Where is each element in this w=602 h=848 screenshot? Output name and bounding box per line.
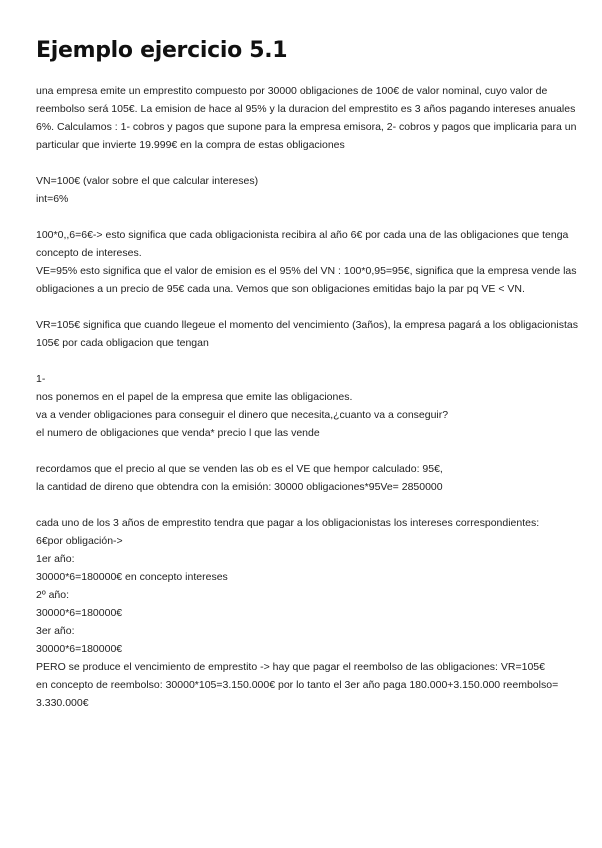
text-line: en concepto de reembolso: 30000*105=3.150.000€ por lo tanto el 3er año paga 180.000+3.150.000 reembolso=	[36, 679, 559, 691]
page-title: Ejemplo ejercicio 5.1	[36, 38, 288, 63]
text-line: 2º año:	[36, 589, 70, 601]
text-line: 1-	[36, 373, 46, 385]
text-line: el numero de obligaciones que venda* precio l que las vende	[36, 427, 320, 439]
text-line: particular que invierte 19.999€ en la compra de estas obligaciones	[36, 139, 345, 151]
text-line: 100*0,,6=6€-> esto significa que cada obligacionista recibira al año 6€ por cada una de las obligaciones que tenga	[36, 229, 569, 241]
text-line: nos ponemos en el papel de la empresa que emite las obligaciones.	[36, 391, 353, 403]
text-line: obligaciones a un precio de 95€ cada una. Vemos que son obligaciones emitidas bajo la par pq VE < VN.	[36, 283, 525, 295]
blank-line	[36, 496, 602, 514]
text-line: cada uno de los 3 años de emprestito tendra que pagar a los obligacionistas los intereses correspondientes:	[36, 517, 540, 529]
document-body	[36, 82, 602, 712]
blank-line	[36, 442, 602, 460]
document-page	[36, 36, 602, 712]
text-line: VE=95% esto significa que el valor de emision es el 95% del VN : 100*0,95=95€, significa que la empresa vende las	[36, 265, 577, 277]
text-line: 6%. Calculamos : 1- cobros y pagos que supone para la empresa emisora, 2- cobros y pagos que implicaria para un	[36, 121, 577, 133]
blank-line	[36, 208, 602, 226]
blank-line	[36, 154, 602, 172]
text-line: 105€ por cada obligacion que tengan	[36, 337, 209, 349]
text-line: reembolso será 105€. La emision de hace al 95% y la duracion del emprestito es 3 años pagando intereses anuales	[36, 103, 576, 115]
text-line: una empresa emite un emprestito compuesto por 30000 obligaciones de 100€ de valor nominal, cuyo valor de	[36, 85, 548, 97]
text-line: va a vender obligaciones para conseguir el dinero que necesita,¿cuanto va a conseguir?	[36, 409, 449, 421]
text-line: int=6%	[36, 193, 69, 205]
text-line: 30000*6=180000€	[36, 607, 123, 619]
text-line: VN=100€ (valor sobre el que calcular intereses)	[36, 175, 259, 187]
text-line: PERO se produce el vencimiento de emprestito -> hay que pagar el reembolso de las obligaciones: VR=105€	[36, 661, 545, 673]
text-line: 3er año:	[36, 625, 75, 637]
text-line: 6€por obligación->	[36, 535, 123, 547]
text-line: 30000*6=180000€ en concepto intereses	[36, 571, 228, 583]
text-line: 3.330.000€	[36, 697, 89, 709]
text-line: la cantidad de direno que obtendra con la emisión: 30000 obligaciones*95Ve= 2850000	[36, 481, 443, 493]
text-line: 1er año:	[36, 553, 75, 565]
text-line: 30000*6=180000€	[36, 643, 123, 655]
blank-line	[36, 298, 602, 316]
text-line: VR=105€ significa que cuando llegeue el momento del vencimiento (3años), la empresa pagará a los obligacionistas	[36, 319, 578, 331]
blank-line	[36, 352, 602, 370]
text-line: recordamos que el precio al que se venden las ob es el VE que hempor calculado: 95€,	[36, 463, 443, 475]
text-line: concepto de intereses.	[36, 247, 142, 259]
